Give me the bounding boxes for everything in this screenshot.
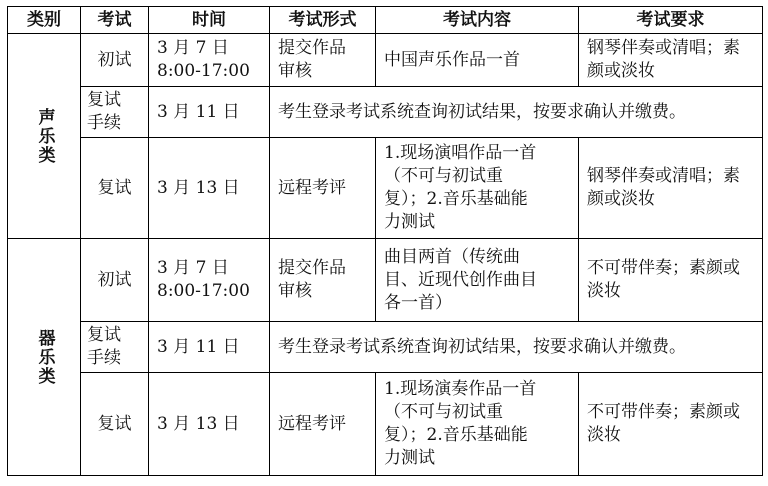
header-time: 时间: [149, 7, 270, 34]
exam-schedule-table: [7, 6, 763, 476]
table-header-row: [8, 7, 763, 34]
time-cell: 3 月 7 日 8:00-17:00: [149, 34, 270, 87]
table-row: [8, 87, 763, 138]
header-form: 考试形式: [270, 7, 376, 34]
content-cell: 中国声乐作品一首: [376, 34, 579, 87]
exam-cell: 初试: [81, 34, 149, 87]
note-cell: 考生登录考试系统查询初试结果，按要求确认并缴费。: [270, 87, 763, 138]
table-row: [8, 138, 763, 239]
table-row: [8, 373, 763, 476]
time-cell: 3 月 13 日: [149, 373, 270, 476]
exam-cell: 复试: [81, 373, 149, 476]
time-cell: 3 月 13 日: [149, 138, 270, 239]
requirement-cell: 钢琴伴奏或清唱；素 颜或淡妆: [579, 34, 763, 87]
content-cell: 曲目两首（传统曲 目、近现代创作曲目 各一首）: [376, 239, 579, 322]
header-requirement: 考试要求: [579, 7, 763, 34]
requirement-cell: 钢琴伴奏或清唱；素 颜或淡妆: [579, 138, 763, 239]
form-cell: 远程考评: [270, 373, 376, 476]
form-cell: 提交作品 审核: [270, 239, 376, 322]
exam-cell: 复试: [81, 138, 149, 239]
header-category: 类别: [8, 7, 81, 34]
requirement-cell: 不可带伴奏；素颜或 淡妆: [579, 373, 763, 476]
table-row: [8, 34, 763, 87]
exam-cell: 复试 手续: [81, 87, 149, 138]
form-cell: 远程考评: [270, 138, 376, 239]
form-cell: 提交作品 审核: [270, 34, 376, 87]
header-content: 考试内容: [376, 7, 579, 34]
time-cell: 3 月 7 日 8:00-17:00: [149, 239, 270, 322]
category-cell: 声乐类: [8, 34, 81, 239]
table-row: [8, 322, 763, 373]
content-cell: 1.现场演奏作品一首 （不可与初试重 复）；2.音乐基础能 力测试: [376, 373, 579, 476]
exam-cell: 初试: [81, 239, 149, 322]
table-row: [8, 239, 763, 322]
content-cell: 1.现场演唱作品一首 （不可与初试重 复）；2.音乐基础能 力测试: [376, 138, 579, 239]
exam-cell: 复试 手续: [81, 322, 149, 373]
category-cell: 器乐类: [8, 239, 81, 476]
time-cell: 3 月 11 日: [149, 322, 270, 373]
header-exam: 考试: [81, 7, 149, 34]
time-cell: 3 月 11 日: [149, 87, 270, 138]
note-cell: 考生登录考试系统查询初试结果，按要求确认并缴费。: [270, 322, 763, 373]
requirement-cell: 不可带伴奏；素颜或 淡妆: [579, 239, 763, 322]
